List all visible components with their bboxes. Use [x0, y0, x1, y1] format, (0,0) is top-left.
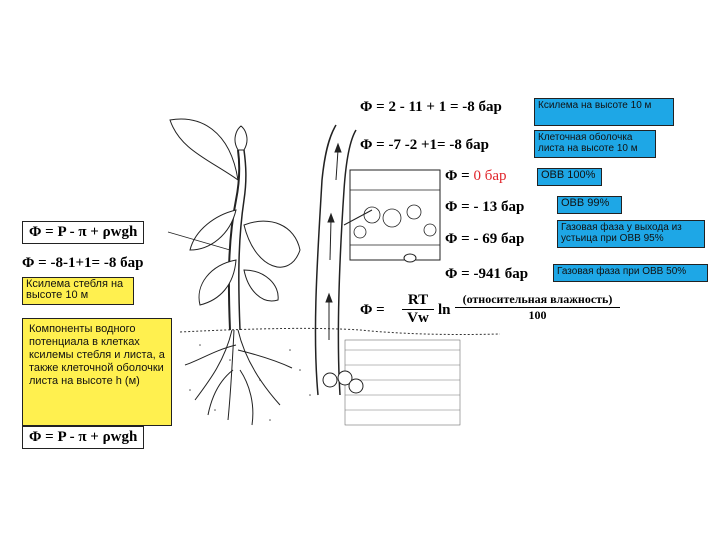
vessel-wall-left: [315, 125, 336, 395]
roots: [185, 330, 292, 425]
formula-bottom: Φ = P - π + ρwgh: [22, 426, 144, 449]
formula-top: Φ = P - π + ρwgh: [22, 221, 144, 244]
fraction-relative-humidity: (относительная влажность) 100: [455, 292, 620, 323]
label-xylem-stem: Ксилема стебля на высоте 10 м: [22, 277, 134, 305]
stoma: [404, 254, 416, 262]
leaf-mid-right: [244, 221, 300, 267]
leaf-mid-left: [190, 210, 236, 250]
label-rh-95: Газовая фаза у выхода из устьица при ОВВ 95%: [557, 220, 705, 248]
bud: [235, 126, 247, 150]
equation-rh-95: Φ = - 69 бар: [445, 231, 525, 247]
equation-cell-wall: Φ = -7 -2 +1= -8 бар: [360, 137, 489, 153]
label-xylem-10m: Ксилема на высоте 10 м: [534, 98, 674, 126]
fraction-rt-vw: $\frac{RT}{Vw}$: [402, 292, 434, 327]
label-rh-100: ОВВ 100%: [537, 168, 602, 186]
leaf-low-left: [199, 260, 236, 305]
equation-rh-100: Φ = 0 бар: [445, 168, 507, 184]
equation-rh-99: Φ = - 13 бар: [445, 199, 525, 215]
ground-line: [180, 328, 500, 334]
ln-symbol: ln: [438, 302, 451, 318]
label-rh-99: ОВВ 99%: [557, 196, 622, 214]
equation-rt-phi: Φ =: [360, 302, 385, 318]
label-rh-50: Газовая фаза при ОВВ 50%: [553, 264, 708, 282]
label-components: Компоненты водного потенциала в клетках ксилемы стебля и листа, а также клеточной оболочки листа на высоте h (м): [22, 318, 172, 426]
label-cell-wall-10m: Клеточная оболочка листа на высоте 10 м: [534, 130, 656, 158]
equation-left: Φ = -8-1+1= -8 бар: [22, 255, 144, 271]
leaf-top-left: [170, 119, 238, 180]
equation-xylem-10m: Φ = 2 - 11 + 1 = -8 бар: [360, 99, 502, 115]
leaf-low-right: [244, 270, 278, 301]
equation-rh-50: Φ = -941 бар: [445, 266, 529, 282]
